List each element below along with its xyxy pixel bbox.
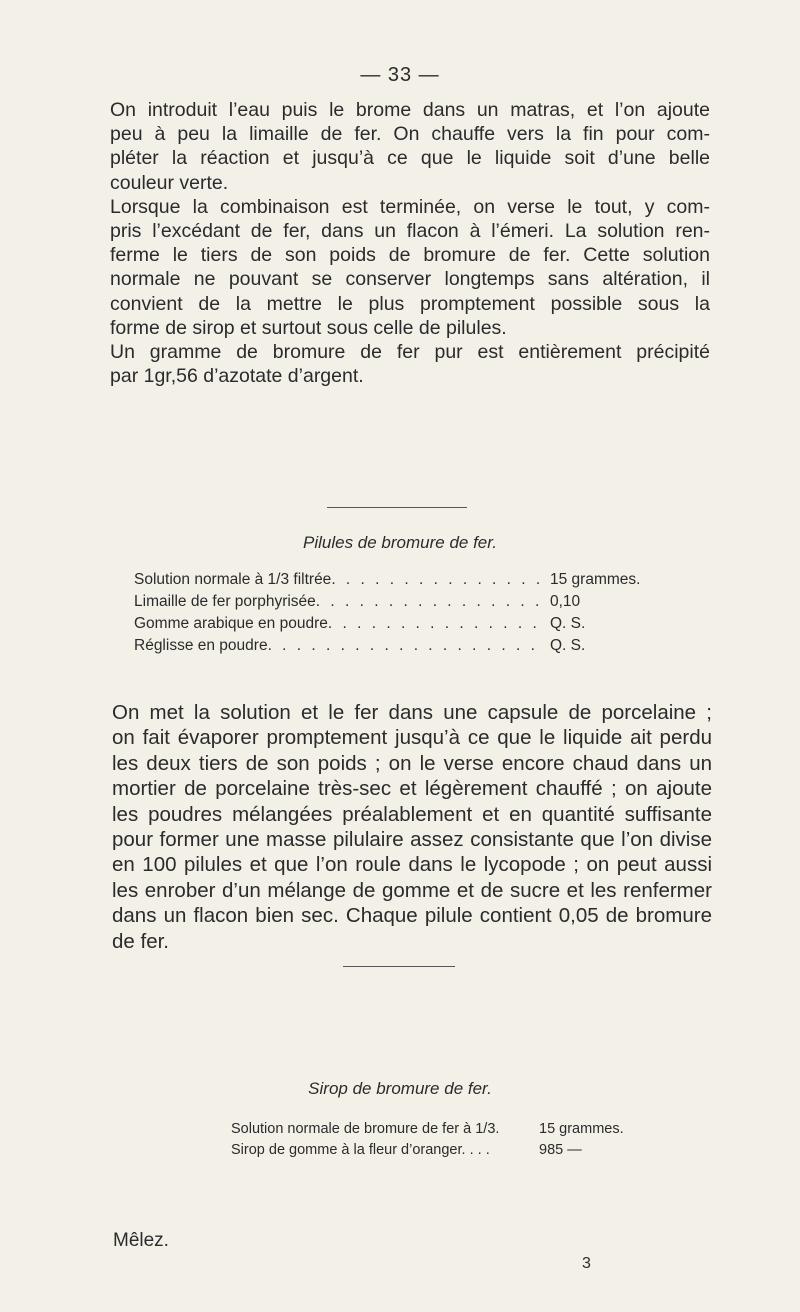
closing-instruction: Mêlez.: [113, 1230, 169, 1251]
text-line: On introduit l’eau puis le brome dans un matras, et l’on ajoute: [110, 99, 710, 121]
text-line: on fait évaporer promptement jusqu’à ce que le liquide ait perdu: [112, 726, 712, 750]
text-line: de fer.: [112, 929, 169, 953]
text-line: couleur verte.: [110, 171, 229, 194]
text-line: les deux tiers de son poids ; on le verse encore chaud dans un: [112, 751, 712, 775]
ingredient-qty: 0,10: [550, 593, 581, 610]
text-line: pléter la réaction et jusqu’à ce que le liquide soit d’une belle: [110, 147, 710, 170]
text-line: pris l’excédant de fer, dans un flacon à l’émeri. La solution ren-: [110, 220, 710, 243]
ingredient-qty: 985 —: [539, 1142, 582, 1158]
text-line: Lorsque la combinaison est terminée, on verse le tout, y com-: [110, 195, 710, 218]
section-divider: [343, 966, 455, 967]
ingredient-name: Solution normale à 1/3 filtrée: [134, 571, 332, 588]
text-line: forme de sirop et surtout sous celle de pilules.: [110, 316, 507, 339]
leader-dots: [328, 613, 544, 635]
text-line: par 1gr,56 d’azotate d’argent.: [110, 365, 364, 388]
ingredient-name: Sirop de gomme à la fleur d’oranger. . . .: [231, 1142, 490, 1158]
sirop-recipe: [231, 1119, 651, 1161]
signature-mark: 3: [582, 1255, 591, 1272]
text-line: convient de la mettre le plus promptement possible sous la: [110, 292, 710, 315]
section-divider: [327, 507, 467, 508]
page-number: — 33 —: [360, 64, 440, 86]
text-line: peu à peu la limaille de fer. On chauffe vers la fin pour com-: [110, 123, 710, 146]
ingredient-name: Réglisse en poudre: [134, 637, 268, 654]
text-line: mortier de porcelaine très-sec et légèrement chauffé ; on ajoute: [112, 777, 712, 801]
recipe-row: [134, 591, 674, 613]
text-line: ferme le tiers de son poids de bromure de fer. Cette solution: [110, 244, 710, 267]
method-paragraph: [112, 700, 712, 954]
text-line: Un gramme de bromure de fer pur est entièrement précipité: [110, 341, 710, 364]
ingredient-qty: Q. S.: [550, 615, 586, 632]
text-line: normale ne pouvant se conserver longtemps sans altération, il: [110, 268, 710, 291]
text-line: en 100 pilules et que l’on roule dans le lycopode ; on peut aussi: [112, 853, 712, 877]
text-line: On met la solution et le fer dans une capsule de porcelaine ;: [112, 701, 712, 724]
text-line: les poudres mélangées préalablement et en quantité suffisante: [112, 802, 712, 826]
recipe-row: [134, 613, 674, 635]
text-line: pour former une masse pilulaire assez consistante que l’on divise: [112, 828, 712, 852]
recipe-row: [134, 569, 674, 591]
ingredient-name: Limaille de fer porphyrisée: [134, 593, 316, 610]
recipe-row: [231, 1140, 651, 1161]
ingredient-qty: 15 grammes.: [550, 571, 641, 588]
sirop-title: Sirop de bromure de fer.: [308, 1079, 492, 1098]
leader-dots: [331, 569, 544, 591]
intro-paragraphs: [110, 98, 710, 388]
leader-dots: [316, 591, 544, 613]
pilules-title: Pilules de bromure de fer.: [302, 533, 498, 552]
recipe-row: [134, 635, 674, 657]
ingredient-name: Solution normale de bromure de fer à 1/3.: [231, 1121, 500, 1137]
ingredient-qty: Q. S.: [550, 637, 586, 654]
leader-dots: [268, 635, 544, 657]
text-line: dans un flacon bien sec. Chaque pilule contient 0,05 de bromure: [112, 904, 712, 928]
recipe-row: [231, 1119, 651, 1140]
ingredient-qty: 15 grammes.: [539, 1121, 624, 1137]
ingredient-name: Gomme arabique en poudre: [134, 615, 328, 632]
pilules-recipe: [134, 569, 674, 657]
text-line: les enrober d’un mélange de gomme et de sucre et les renfermer: [112, 878, 712, 902]
